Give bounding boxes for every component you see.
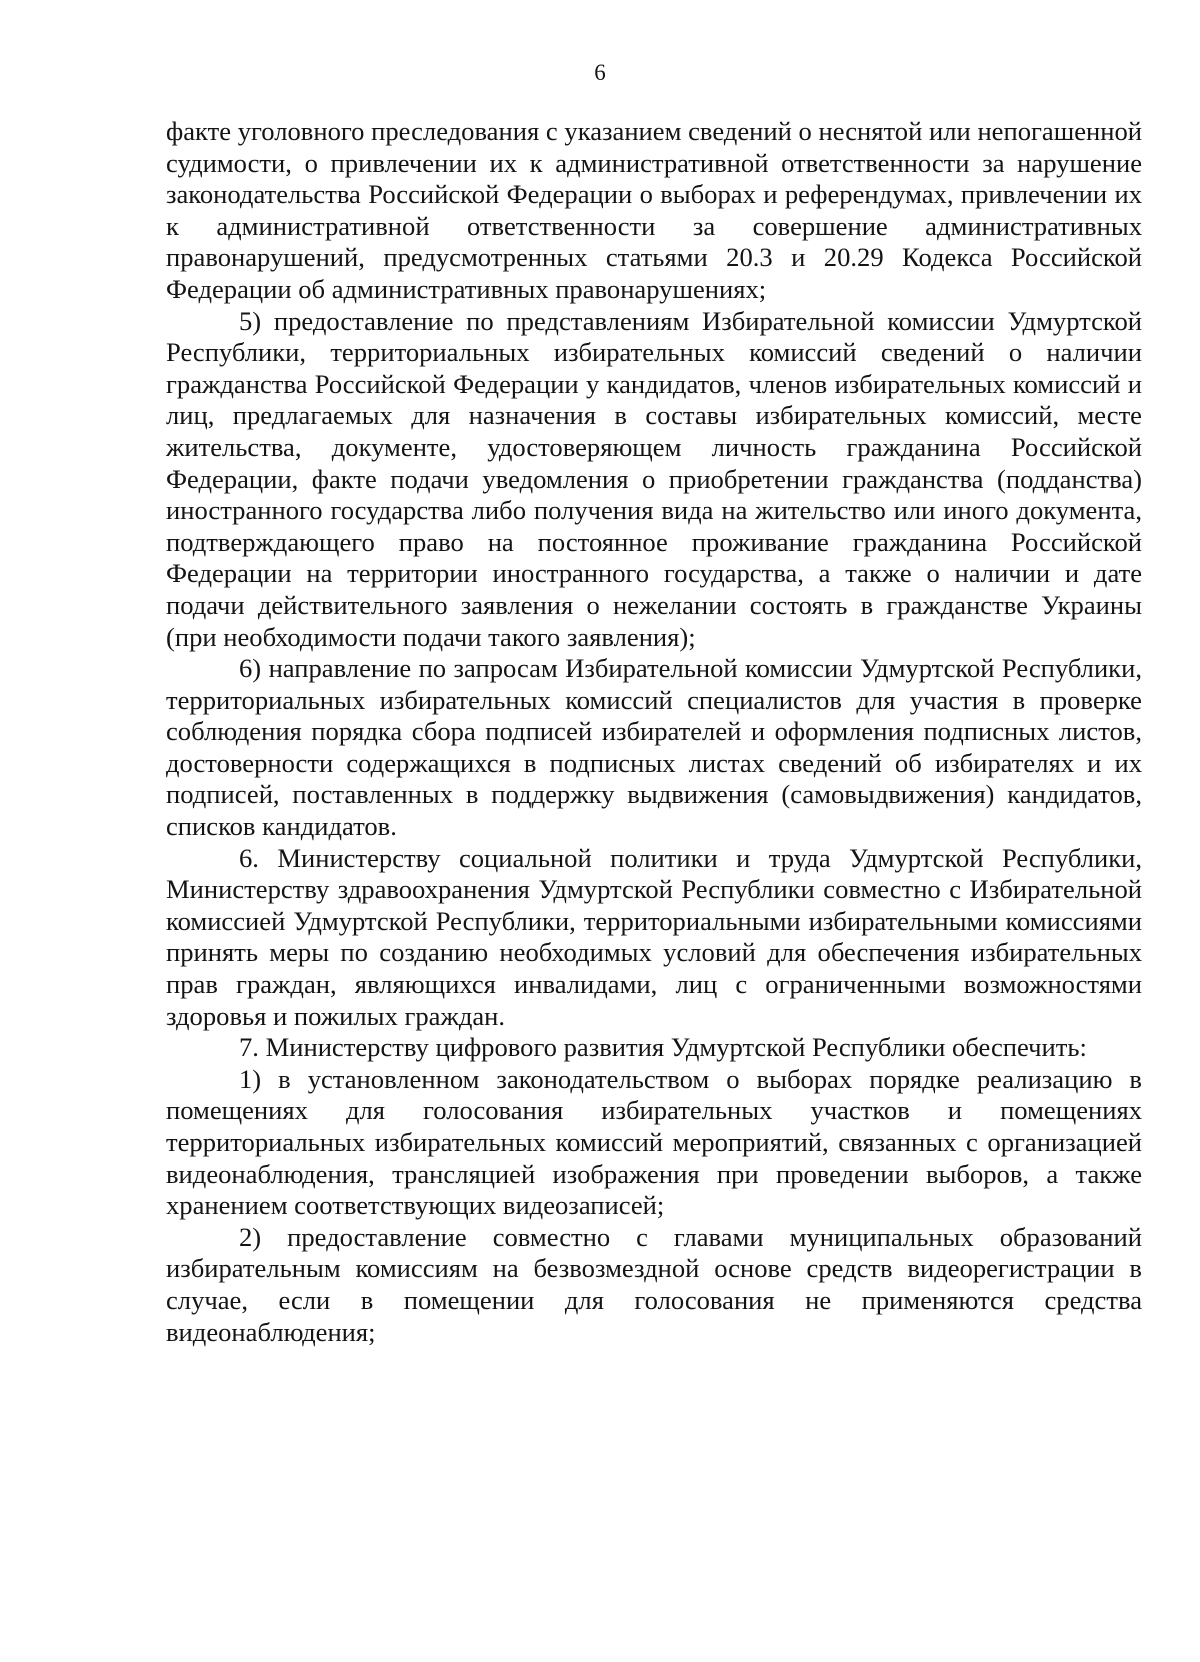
paragraph-criminal-record-continuation: факте уголовного преследования с указанием сведений о неснятой или непогашенной судимости, о привлечении их к административной ответственности за нарушение законодательства Российской Федерации о выборах и референдумах, привлечении их к административной ответственности за совершение административных правонарушений, предусмотренных статьями 20.3 и 20.29 Кодекса Российской Федерации об административных правонарушениях; [166,116,1142,304]
paragraph-section-6-social-policy: 6. Министерству социальной политики и труда Удмуртской Республики, Министерству здравоохранения Удмуртской Республики совместно с Избирательной комиссией Удмуртской Республики, территориальными избирательными комиссиями принять меры по созданию необходимых условий для обеспечения избирательных прав граждан, являющихся инвалидами, лиц с ограниченными возможностями здоровья и пожилых граждан. [166,842,1142,1031]
paragraph-item-6-specialists: 6) направление по запросам Избирательной комиссии Удмуртской Республики, территориальных избирательных комиссий специалистов для участия в проверке соблюдения порядка сбора подписей избирателей и оформления подписных листов, достоверности содержащихся в подписных листах сведений об избирателях и их подписей, поставленных в поддержку выдвижения (самовыдвижения) кандидатов, списков кандидатов. [166,653,1142,842]
paragraph-section-7-digital-development: 7. Министерству цифрового развития Удмуртской Республики обеспечить: [239,1032,1087,1063]
page-number: 6 [594,60,606,85]
paragraph-item-2-video-registration: 2) предоставление совместно с главами муниципальных образований избирательным комиссиям на безвозмездной основе средств видеорегистрации в случае, если в помещении для голосования не применяются средства видеонаблюдения; [166,1221,1142,1347]
paragraph-item-5-citizenship-info: 5) предоставление по представлениям Избирательной комиссии Удмуртской Республики, территориальных избирательных комиссий сведений о наличии гражданства Российской Федерации у кандидатов, членов избирательных комиссий и лиц, предлагаемых для назначения в составы избирательных комиссий, месте жительства, документе, удостоверяющем личность гражданина Российской Федерации, факте подачи уведомления о приобретении гражданства (подданства) иностранного государства либо получения вида на жительство или иного документа, подтверждающего право на постоянное проживание гражданина Российской Федерации на территории иностранного государства, а также о наличии и дате подачи действительного заявления о нежелании состоять в гражданстве Украины (при необходимости подачи такого заявления); [166,305,1142,652]
paragraph-item-1-video-surveillance: 1) в установленном законодательством о выборах порядке реализацию в помещениях для голосования избирательных участков и помещениях территориальных избирательных комиссий мероприятий, связанных с организацией видеонаблюдения, трансляцией изображения при проведении выборов, а также хранением соответствующих видеозаписей; [166,1063,1142,1221]
document-body [166,116,1142,1348]
